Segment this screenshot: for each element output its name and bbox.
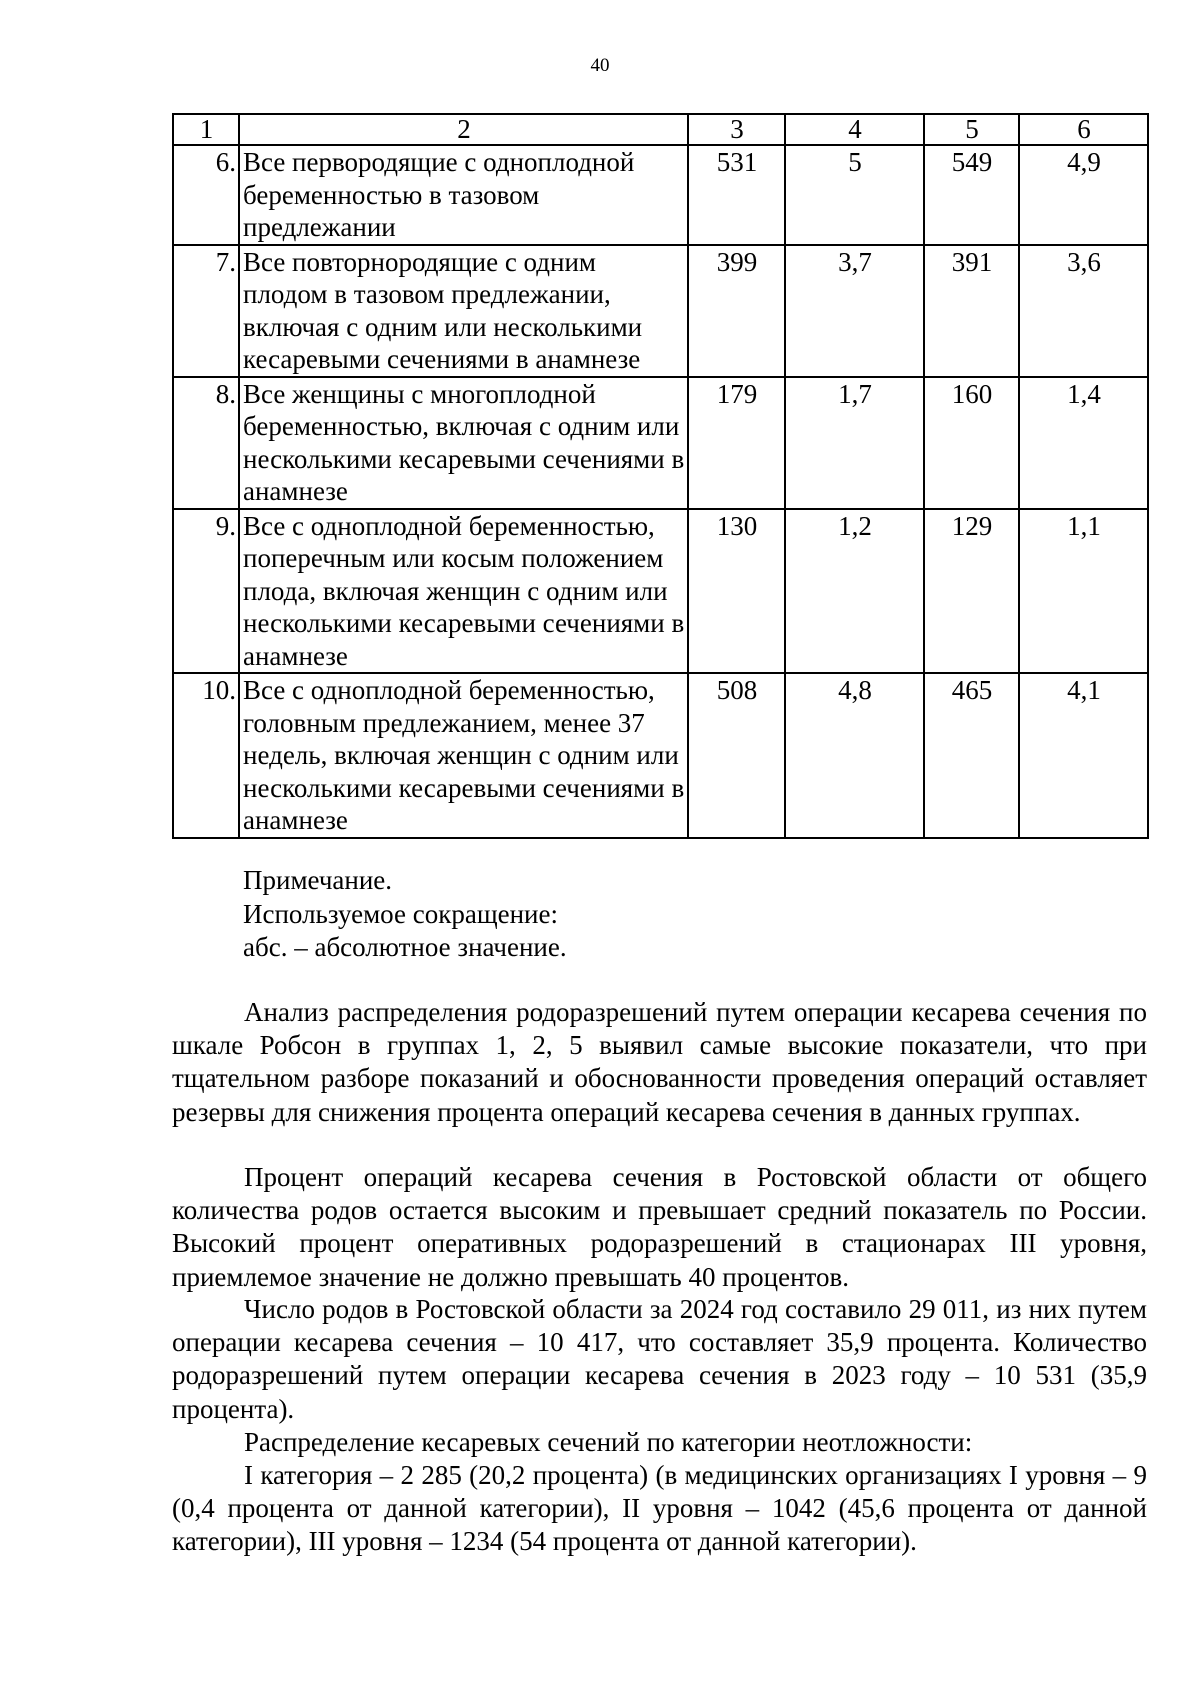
cell-value: 5 (785, 145, 924, 245)
cell-value: 4,1 (1019, 673, 1148, 838)
row-description: Все женщины с многоплодной беременностью, включая с одним или несколькими кесаревыми сечениями в анамнезе (239, 377, 688, 509)
row-description: Все с одноплодной беременностью, головным предлежанием, менее 37 недель, включая женщин с одним или несколькими кесаревыми сечениями в анамнезе (239, 673, 688, 838)
paragraph-urgency-intro: Распределение кесаревых сечений по категории неотложности: (244, 1427, 973, 1457)
column-header: 4 (785, 114, 924, 145)
table-row (173, 145, 1148, 245)
column-header: 1 (173, 114, 239, 145)
cell-value: 1,2 (785, 509, 924, 674)
cell-value: 531 (688, 145, 785, 245)
paragraph-births-count: Число родов в Ростовской области за 2024 год составило 29 011, из них путем операции кесарева сечения – 10 417, что составляет 35,9 процента. Количество родоразрешений путем операции кесарева сечения в 2023 году – 10 531 (35,9 процента). (172, 1294, 1147, 1424)
cell-value: 160 (924, 377, 1019, 509)
cell-value: 4,8 (785, 673, 924, 838)
row-description: Все повторнородящие с одним плодом в тазовом предлежании, включая с одним или несколькими кесаревыми сечениями в анамнезе (239, 245, 688, 377)
note-title: Примечание. (243, 865, 393, 895)
cell-value: 465 (924, 673, 1019, 838)
column-header: 6 (1019, 114, 1148, 145)
note-abbreviation-heading: Используемое сокращение: (243, 898, 558, 929)
column-header: 3 (688, 114, 785, 145)
cell-value: 1,4 (1019, 377, 1148, 509)
row-number: 6. (173, 145, 239, 245)
table-row (173, 245, 1148, 377)
table-row (173, 673, 1148, 838)
cell-value: 3,7 (785, 245, 924, 377)
cell-value: 1,7 (785, 377, 924, 509)
row-number: 9. (173, 509, 239, 674)
cell-value: 399 (688, 245, 785, 377)
column-header: 5 (924, 114, 1019, 145)
table-header-row (173, 114, 1148, 145)
cell-value: 179 (688, 377, 785, 509)
cell-value: 130 (688, 509, 785, 674)
row-number: 8. (173, 377, 239, 509)
note-abbreviation-item: абс. – абсолютное значение. (243, 932, 567, 962)
paragraph-cesarean-rate: Процент операций кесарева сечения в Ростовской области от общего количества родов остается высоким и превышает средний показатель по России. Высокий процент оперативных родоразрешений в стационарах III уровня, приемлемое значение не должно превышать 40 процентов. (172, 1162, 1147, 1292)
column-header: 2 (239, 114, 688, 145)
cell-value: 129 (924, 509, 1019, 674)
table-note (243, 864, 1143, 965)
cell-value: 391 (924, 245, 1019, 377)
cell-value: 1,1 (1019, 509, 1148, 674)
cell-value: 508 (688, 673, 785, 838)
paragraph-category-one: I категория – 2 285 (20,2 процента) (в медицинских организациях I уровня – 9 (0,4 процента от данной категории), II уровня – 1042 (45,6 процента от данной категории), III уровня – 1234 (54 процента от данной категории). (172, 1460, 1147, 1557)
cell-value: 4,9 (1019, 145, 1148, 245)
page-number: 40 (590, 55, 610, 76)
row-description: Все первородящие с одноплодной беременностью в тазовом предлежании (239, 145, 688, 245)
row-number: 10. (173, 673, 239, 838)
row-description: Все с одноплодной беременностью, поперечным или косым положением плода, включая женщин с одним или несколькими кесаревыми сечениями в анамнезе (239, 509, 688, 674)
paragraph-robson-analysis: Анализ распределения родоразрешений путем операции кесарева сечения по шкале Робсон в группах 1, 2, 5 выявил самые высокие показатели, что при тщательном разборе показаний и обоснованности проведения операций оставляет резервы для снижения процента операций кесарева сечения в данных группах. (172, 997, 1147, 1127)
cell-value: 549 (924, 145, 1019, 245)
table-row (173, 509, 1148, 674)
table-row (173, 377, 1148, 509)
row-number: 7. (173, 245, 239, 377)
robson-table (172, 113, 1149, 839)
cell-value: 3,6 (1019, 245, 1148, 377)
